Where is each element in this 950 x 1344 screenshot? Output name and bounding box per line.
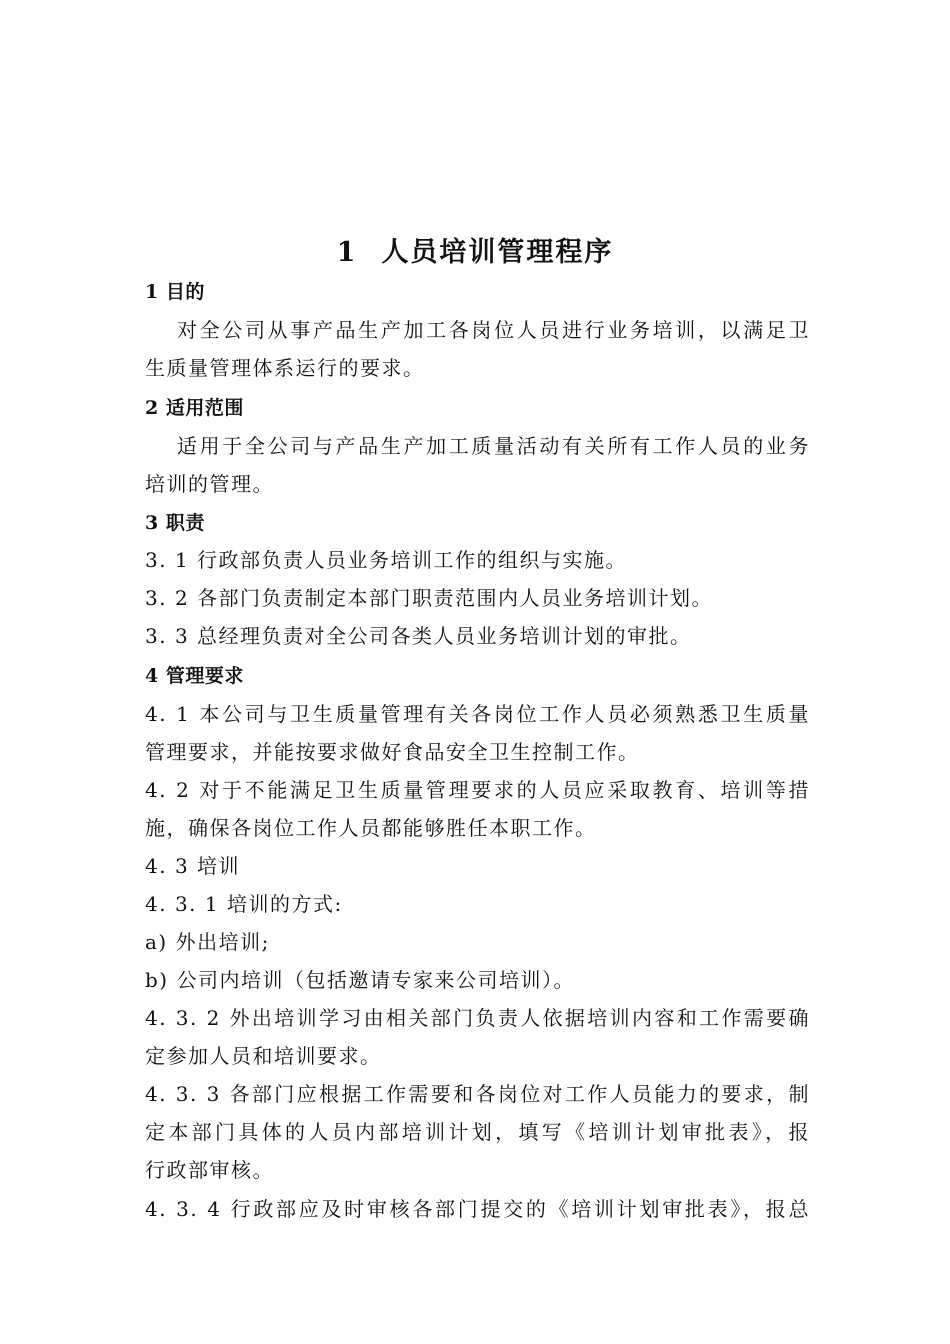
clause-line: 行政部审核。 <box>145 1158 274 1182</box>
section-heading-scope: 2 适用范围 <box>145 397 244 419</box>
paragraph-line: 培训的管理。 <box>145 472 274 496</box>
clause-line: 施，确保各岗位工作人员都能够胜任本职工作。 <box>145 816 597 840</box>
paragraph-line: 生质量管理体系运行的要求。 <box>145 356 425 380</box>
paragraph-line: 适用于全公司与产品生产加工质量活动有关所有工作人员的业务 <box>177 434 810 458</box>
clause-line: 4. 3. 4 行政部应及时审核各部门提交的《培训计划审批表》，报总 <box>145 1197 810 1221</box>
title-number: 1 <box>336 237 358 268</box>
list-item: b) 公司内培训（包括邀请专家来公司培训）。 <box>145 968 575 992</box>
clause-line: 定本部门具体的人员内部培训计划，填写《培训计划审批表》，报 <box>145 1120 810 1144</box>
list-item: a) 外出培训; <box>145 930 270 954</box>
clause-line: 定参加人员和培训要求。 <box>145 1044 382 1068</box>
clause-line: 4. 3. 1 培训的方式: <box>145 892 343 916</box>
paragraph-line: 对全公司从事产品生产加工各岗位人员进行业务培训，以满足卫 <box>177 318 810 342</box>
section-heading-purpose: 1 目的 <box>145 281 205 303</box>
section-heading-management: 4 管理要求 <box>145 665 244 687</box>
clause-line: 4. 2 对于不能满足卫生质量管理要求的人员应采取教育、培训等措 <box>145 778 810 802</box>
title-text: 人员培训管理程序 <box>381 237 614 268</box>
section-heading-responsibilities: 3 职责 <box>145 512 205 534</box>
clause-line: 4. 3. 3 各部门应根据工作需要和各岗位对工作人员能力的要求，制 <box>145 1082 810 1106</box>
clause-line: 4. 1 本公司与卫生质量管理有关各岗位工作人员必须熟悉卫生质量 <box>145 702 810 726</box>
clause-line: 4. 3. 2 外出培训学习由相关部门负责人依据培训内容和工作需要确 <box>145 1006 810 1030</box>
clause-line: 4. 3 培训 <box>145 854 241 878</box>
clause-line: 管理要求，并能按要求做好食品安全卫生控制工作。 <box>145 740 640 764</box>
clause-line: 3. 3 总经理负责对全公司各类人员业务培训计划的审批。 <box>145 624 692 648</box>
document-title <box>0 230 950 269</box>
clause-line: 3. 2 各部门负责制定本部门职责范围内人员业务培训计划。 <box>145 586 714 610</box>
clause-line: 3. 1 行政部负责人员业务培训工作的组织与实施。 <box>145 548 628 572</box>
